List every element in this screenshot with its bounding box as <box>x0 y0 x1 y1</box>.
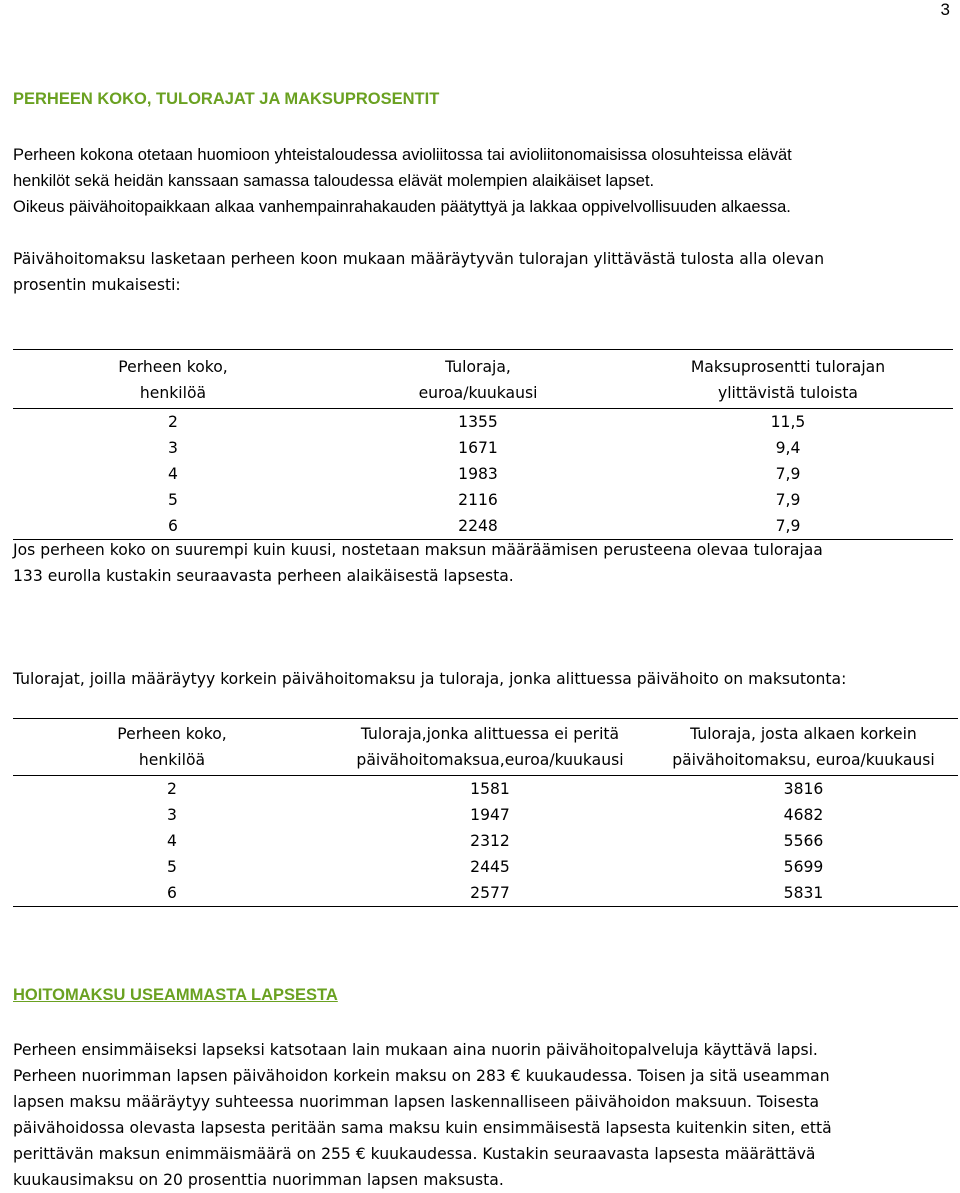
table-cell: 9,4 <box>775 439 801 457</box>
table-cell: 7,9 <box>775 465 801 483</box>
table-cell: 1355 <box>458 413 498 431</box>
table-cell: 3 <box>168 439 178 457</box>
fee-percentage-table <box>13 349 953 540</box>
paragraph-line: Perheen ensimmäiseksi lapseksi katsotaan lain mukaan aina nuorin päivähoitopalveluja käyttävä lapsi. <box>13 1041 818 1059</box>
table-cell: 7,9 <box>775 491 801 509</box>
paragraph-line: lapsen maksu määräytyy suhteessa nuorimman lapsen laskennalliseen päivähoidon maksuun. Toisesta <box>13 1093 820 1111</box>
column-header-income-limit: Tuloraja, euroa/kuukausi <box>418 358 538 402</box>
paragraph-line: päivähoidossa olevasta lapsesta peritään sama maksu kuin ensimmäisestä lapsesta kuitenkin siten, että <box>13 1119 832 1137</box>
paragraph-line: perittävän maksun enimmäismäärä on 255 € kuukaudessa. Kustakin seuraavasta lapsesta määrättävä <box>13 1145 816 1163</box>
table-cell: 6 <box>167 884 177 902</box>
table-cell: 1947 <box>470 806 510 824</box>
table-cell: 2577 <box>470 884 510 902</box>
family-size-paragraph <box>13 142 953 220</box>
table-row <box>13 409 953 436</box>
column-header-family-size: Perheen koko, henkilöä <box>118 358 228 402</box>
paragraph-line: kuukausimaksu on 20 prosenttia nuorimman lapsen maksusta. <box>13 1171 504 1189</box>
table-cell: 7,9 <box>775 517 801 535</box>
paragraph-line: Perheen kokona otetaan huomioon yhteistaloudessa avioliitossa tai avioliitonomaisissa olosuhteissa elävät <box>13 146 792 164</box>
paragraph-line: prosentin mukaisesti: <box>13 276 181 294</box>
table-cell: 11,5 <box>770 413 806 431</box>
table-cell: 4 <box>168 465 178 483</box>
table-cell: 3 <box>167 806 177 824</box>
table-row <box>13 461 953 487</box>
table-cell: 2 <box>168 413 178 431</box>
table-row <box>13 435 953 461</box>
table-header-row <box>13 350 953 409</box>
table-cell: 4682 <box>783 806 824 824</box>
table-cell: 1983 <box>458 465 498 483</box>
paragraph-line: Perheen nuorimman lapsen päivähoidon korkein maksu on 283 € kuukaudessa. Toisen ja sitä useamman <box>13 1067 830 1085</box>
section-heading-income-limits: PERHEEN KOKO, TULORAJAT JA MAKSUPROSENTIT <box>13 90 440 108</box>
table-row <box>13 487 953 513</box>
income-limits-table <box>13 718 958 907</box>
large-family-note <box>13 537 953 589</box>
table-cell: 1671 <box>458 439 498 457</box>
column-header-free-limit: Tuloraja,jonka alittuessa ei peritä päivähoitomaksua,euroa/kuukausi <box>356 725 624 769</box>
table-cell: 2445 <box>470 858 510 876</box>
fee-calculation-paragraph <box>13 246 953 298</box>
table-cell: 1581 <box>470 780 510 798</box>
table-header-row <box>13 719 958 776</box>
table-cell: 2248 <box>458 517 498 535</box>
section-heading-multiple-children: HOITOMAKSU USEAMMASTA LAPSESTA <box>13 986 338 1004</box>
table-row <box>13 776 958 803</box>
table-cell: 5 <box>168 491 178 509</box>
column-header-max-fee-limit: Tuloraja, josta alkaen korkein päivähoitomaksu, euroa/kuukausi <box>672 725 935 769</box>
multiple-children-paragraph <box>13 1037 953 1193</box>
page-number: 3 <box>940 0 950 19</box>
paragraph-line: Jos perheen koko on suurempi kuin kuusi, nostetaan maksun määräämisen perusteena olevaa tulorajaa <box>13 541 823 559</box>
table-cell: 6 <box>168 517 178 535</box>
table-row <box>13 828 958 854</box>
table-row <box>13 802 958 828</box>
table-cell: 2116 <box>458 491 498 509</box>
income-limits-intro: Tulorajat, joilla määräytyy korkein päivähoitomaksu ja tuloraja, jonka alittuessa päivähoito on maksutonta: <box>13 670 847 688</box>
table-row <box>13 854 958 880</box>
table-row <box>13 513 953 540</box>
column-header-family-size: Perheen koko, henkilöä <box>117 725 227 769</box>
table-cell: 2312 <box>470 832 510 850</box>
table-cell: 3816 <box>783 780 824 798</box>
table-cell: 5566 <box>783 832 824 850</box>
table-row <box>13 880 958 907</box>
column-header-fee-percentage: Maksuprosentti tulorajan ylittävistä tuloista <box>690 358 886 402</box>
table-cell: 2 <box>167 780 177 798</box>
paragraph-line: Päivähoitomaksu lasketaan perheen koon mukaan määräytyvän tulorajan ylittävästä tulosta alla olevan <box>13 250 825 268</box>
paragraph-line: 133 eurolla kustakin seuraavasta perheen alaikäisestä lapsesta. <box>13 567 514 585</box>
table-cell: 5 <box>167 858 177 876</box>
table-cell: 5831 <box>783 884 824 902</box>
paragraph-line: Oikeus päivähoitopaikkaan alkaa vanhempainrahakauden päätyttyä ja lakkaa oppivelvollisuuden alkaessa. <box>13 198 791 216</box>
table-cell: 5699 <box>783 858 824 876</box>
paragraph-line: henkilöt sekä heidän kanssaan samassa taloudessa elävät molempien alaikäiset lapset. <box>13 172 655 190</box>
table-cell: 4 <box>167 832 177 850</box>
